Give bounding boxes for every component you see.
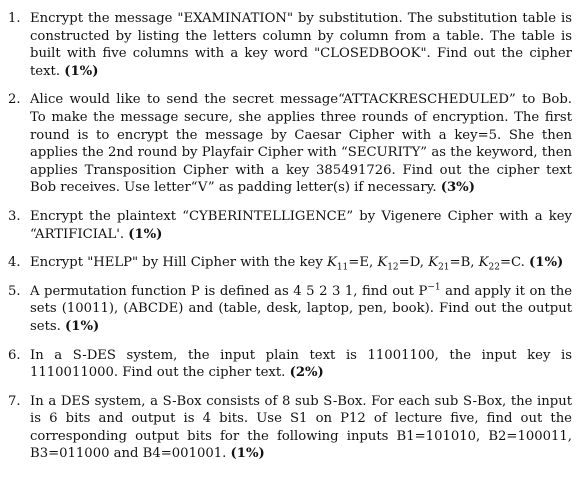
question-text bbox=[30, 91, 572, 197]
inverse-superscript: −1 bbox=[427, 282, 441, 293]
question-number: 5. bbox=[8, 283, 21, 299]
question-body: In a S-DES system, the input plain text is 11001100, the input key is 1110011000. Find out the cipher text. bbox=[30, 347, 572, 381]
question-text bbox=[30, 283, 572, 336]
key-k22: K bbox=[478, 255, 489, 271]
question-body-continued: and apply it on the sets (10011), (ABCDE) and (table, desk, laptop, pen, book). Find out the output sets. bbox=[30, 283, 572, 334]
question-marks: (2%) bbox=[289, 365, 324, 381]
question-body: A permutation function P is defined as 4 5 2 3 1, find out P bbox=[30, 283, 428, 299]
question-marks: (1%) bbox=[64, 63, 99, 79]
question-text bbox=[30, 254, 572, 272]
question-marks: (1%) bbox=[65, 318, 100, 334]
question-4 bbox=[8, 254, 572, 272]
key-k11: K bbox=[326, 255, 337, 271]
key-k22-value: =C. bbox=[499, 255, 525, 271]
question-6 bbox=[8, 347, 572, 382]
question-marks: (1%) bbox=[529, 255, 564, 271]
question-body: Encrypt the message "EXAMINATION" by substitution. The substitution table is constructed by listing the letters column by column from a table. The table is built with five columns with a key word "CLOSEDBOOK". Find out the cipher text. bbox=[30, 11, 572, 79]
key-k12-value: =D, bbox=[398, 255, 429, 271]
key-k11-subscript: 11 bbox=[336, 262, 349, 273]
question-3 bbox=[8, 208, 572, 243]
question-text bbox=[30, 208, 572, 243]
key-k21: K bbox=[428, 255, 439, 271]
key-k21-value: =B, bbox=[449, 255, 479, 271]
question-1 bbox=[8, 10, 572, 80]
question-body: In a DES system, a S-Box consists of 8 sub S-Box. For each sub S-Box, the input is 6 bits and output is 4 bits. Use S1 on P12 of lecture five, find out the corresponding output bits for the following inputs B1=101010, B2=100011, B3=011000 and B4=001001. bbox=[30, 393, 572, 462]
question-number: 4. bbox=[8, 255, 21, 271]
question-marks: (1%) bbox=[230, 446, 265, 462]
question-body: Encrypt the plaintext “CYBERINTELLIGENCE” by Vigenere Cipher with a key “ARTIFICIAL'. bbox=[30, 208, 572, 242]
question-5 bbox=[8, 283, 572, 336]
question-text bbox=[30, 347, 572, 382]
question-marks: (3%) bbox=[440, 180, 475, 196]
question-number: 2. bbox=[8, 92, 21, 108]
key-k21-subscript: 21 bbox=[438, 262, 450, 273]
question-body: Alice would like to send the secret message“ATTACKRESCHEDULED” to Bob. To make the message secure, she applies three rounds of encryption. The first round is to encrypt the message by Caesar Cipher with a key=5. She then applies the 2nd round by Playfair Cipher with “SECURITY” as the keyword, then applies Transposition Cipher with a key 385491726. Find out the cipher text Bob receives. Use letter“V” as padding letter(s) if necessary. bbox=[30, 92, 572, 196]
question-number: 1. bbox=[8, 11, 21, 26]
key-k12: K bbox=[377, 255, 388, 271]
question-number: 6. bbox=[8, 347, 21, 363]
question-list bbox=[8, 10, 572, 463]
key-k12-subscript: 12 bbox=[387, 262, 399, 273]
question-body: Encrypt "HELP" by Hill Cipher with the key bbox=[30, 255, 327, 271]
question-text bbox=[30, 393, 572, 463]
question-number: 3. bbox=[8, 208, 21, 224]
question-marks: (1%) bbox=[128, 226, 163, 242]
question-2 bbox=[8, 91, 572, 197]
question-text bbox=[30, 10, 572, 80]
question-number: 7. bbox=[8, 393, 21, 409]
key-k11-value: =E, bbox=[348, 255, 378, 271]
question-7 bbox=[8, 393, 572, 463]
key-k22-subscript: 22 bbox=[488, 262, 500, 273]
